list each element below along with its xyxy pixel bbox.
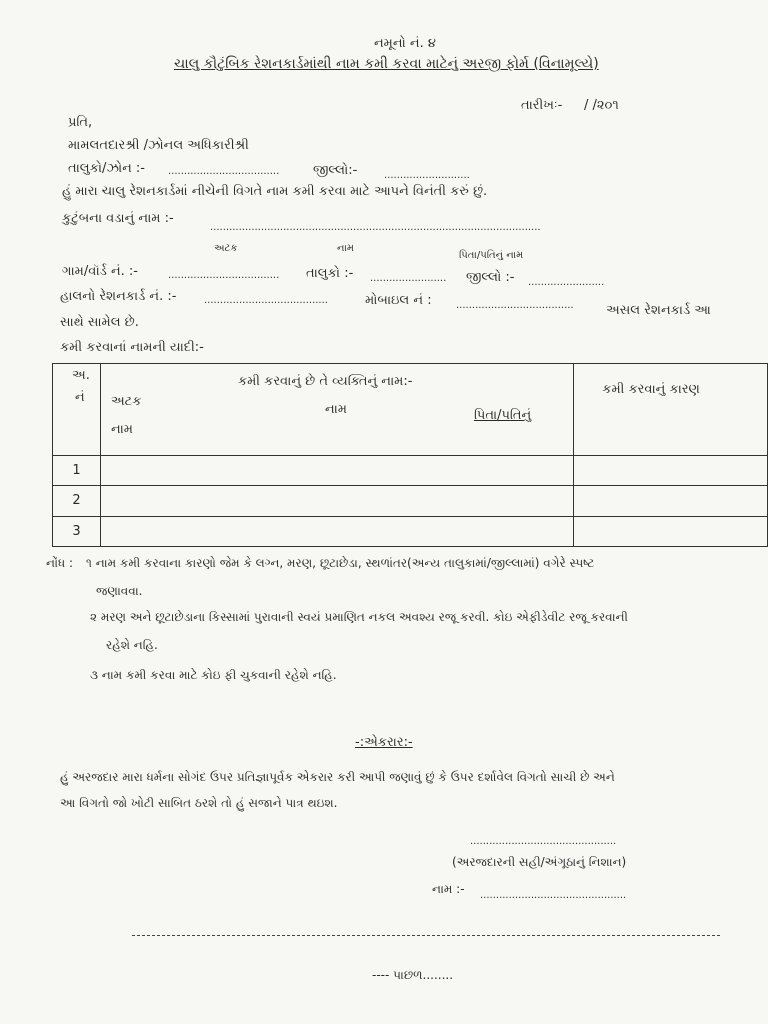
reason-header-cell: [574, 364, 768, 456]
note-3: ૩ નામ કમી કરવા માટે કોઇ ફી ચુકવાની રહેશે નહિ.: [90, 668, 337, 682]
family-head-label: કુટુંબના વડાનું નામ :-: [62, 211, 174, 226]
sub-label-surname: અટક: [214, 243, 238, 254]
deletion-table: [52, 363, 768, 547]
row-reason-cell[interactable]: [574, 486, 768, 517]
deletion-list-label: કમી કરવાનાં નામની યાદી:-: [60, 340, 204, 355]
applicant-name-field[interactable]: ..............................................: [480, 890, 627, 901]
declaration-line-2: આ વિગતો જો ખોટી સાબિત ઠરશે તો હું સજાને પાત્ર થઇશ.: [60, 796, 338, 810]
divider-line: [132, 935, 720, 936]
note-2-line-2: રહેશે નહિ.: [106, 638, 158, 652]
taluka-field[interactable]: ...................................: [168, 166, 280, 177]
date-field[interactable]: / /૨૦૧: [584, 98, 619, 113]
person-name-header: કમી કરવાનું છે તે વ્યક્તિનું નામ:-: [237, 374, 413, 389]
row-number: 1: [53, 455, 101, 486]
sub-label-father: પિતા/પતિનું નામ: [459, 250, 524, 261]
col-name-label: નામ: [324, 402, 347, 417]
reason-header: કમી કરવાનું કારણ: [602, 382, 700, 397]
row-person-cell[interactable]: [100, 486, 573, 517]
person-header-cell: [100, 364, 573, 456]
district-field[interactable]: ...........................: [384, 170, 470, 181]
district2-field[interactable]: ........................: [528, 277, 605, 288]
district-label: જીલ્લો:-: [313, 163, 358, 178]
note-2-line-1: ૨ મરણ અને છૂટાછેડાના કિસ્સામાં પુરાવાની સ્વયં પ્રમાણિત નકલ અવશ્ય રજૂ કરવી. કોઇ એફીડેવીટ રજૂ કરવાની: [90, 610, 628, 624]
attached-text: સાથે સામેલ છે.: [60, 315, 139, 330]
family-head-field[interactable]: ........................................................................................................: [210, 222, 541, 233]
signature-field[interactable]: ..............................................: [470, 836, 617, 847]
village-field[interactable]: ...................................: [168, 270, 280, 281]
row-person-cell[interactable]: [100, 455, 573, 486]
row-reason-cell[interactable]: [574, 455, 768, 486]
note-1-line-2: જણાવવા.: [96, 584, 143, 598]
col-father-label: પિતા/પતિનું: [473, 408, 532, 423]
col-surname-label: અટક: [110, 394, 142, 409]
current-card-label: હાલનો રેશનકાર્ડ નં. :-: [60, 289, 177, 304]
note-1-line-1: ૧ નામ કમી કરવાના કારણો જેમ કે લગ્ન, મરણ, છૂટાછેડા, સ્થળાંતર(અન્ય તાલુકામાં/જીલ્લામાં) વગેરે સ્પષ્ટ: [86, 556, 595, 570]
taluka2-field[interactable]: ........................: [370, 273, 447, 284]
sub-label-name: નામ: [337, 243, 354, 254]
request-intro: હું મારા ચાલુ રેશનકાર્ડમાં નીચેની વિગતે નામ કમી કરવા માટે આપને વિનંતી કરું છું.: [62, 184, 488, 199]
form-title: ચાલુ કૌટુંબિક રેશનકાર્ડમાંથી નામ કમી કરવા માટેનું અરજી ફોર્મ (વિનામૂલ્યે): [174, 56, 599, 72]
row-number: 2: [53, 486, 101, 517]
row-number: 3: [53, 516, 101, 547]
row-reason-cell[interactable]: [574, 516, 768, 547]
district2-label: જીલ્લો :-: [466, 270, 515, 285]
taluka-label: તાલુકો/ઝોન :-: [68, 161, 145, 176]
table-row: [53, 486, 768, 517]
village-label: ગામ/વૉર્ડ નં. :-: [62, 264, 138, 279]
original-card-text: અસલ રેશનકાર્ડ આ: [606, 303, 711, 318]
mobile-field[interactable]: .....................................: [456, 300, 574, 311]
declaration-line-1: હું અરજદાર મારા ધર્મના સોગંદ ઉપર પ્રતિજ્ઞાપૂર્વક એકરાર કરી આપી જણાવું છું કે ઉપર દર્શાવેલ વિગતો સાચી છે અને: [60, 770, 615, 784]
continued-back-label: ---- પાછળ........: [372, 968, 454, 982]
form-number: નમૂનો નં. ૪: [374, 36, 436, 51]
signature-label: (અરજદારની સહી/અંગૂઠાનું નિશાન): [452, 855, 627, 869]
table-row: [53, 516, 768, 547]
applicant-name-label: નામ :-: [432, 882, 465, 896]
addressee-prefix: પ્રતિ,: [68, 115, 93, 130]
row-person-cell[interactable]: [100, 516, 573, 547]
mobile-label: મોબાઇલ નં :: [365, 293, 432, 308]
sr-label: અ.: [72, 368, 90, 383]
col-name2-label: નામ: [110, 422, 133, 437]
table-row: [53, 455, 768, 486]
current-card-field[interactable]: .......................................: [204, 295, 328, 306]
addressee-officer: મામલતદારશ્રી /ઝોનલ અધિકારીશ્રી: [68, 138, 249, 153]
notes-label: નોંધ :: [46, 556, 73, 570]
date-label: તારીખઃ-: [521, 98, 563, 113]
sr-header-cell: [53, 364, 101, 456]
sr-label-no: નં: [75, 390, 85, 405]
declaration-heading: -:એકરાર:-: [355, 735, 413, 750]
taluka2-label: તાલુકો :-: [306, 266, 354, 281]
